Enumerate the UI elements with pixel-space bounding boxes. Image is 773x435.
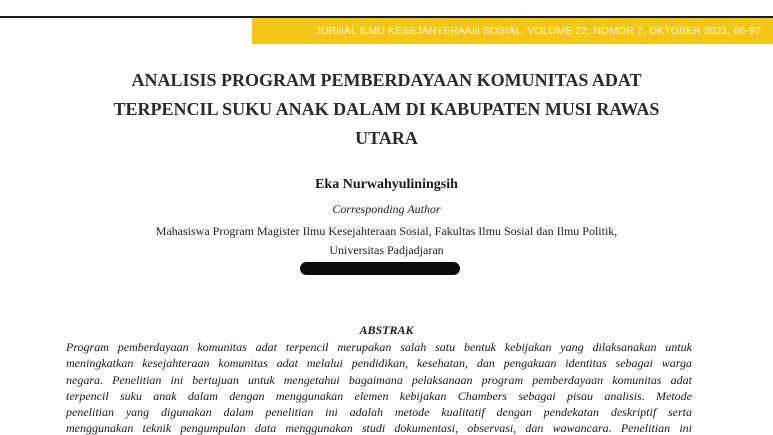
abstract-line: menggunakan teknik pengumpulan data menggunakan studi dokumentasi, observasi, dan wawancara. Penelitian ini bbox=[66, 421, 692, 435]
abstract-line: negara. Penelitian ini bertujuan untuk mengetahui bagaimana pelaksanaan program pemberdayaan komunitas adat bbox=[66, 372, 692, 387]
title-line: UTARA bbox=[355, 128, 418, 148]
author-affiliation bbox=[0, 222, 773, 260]
article-title bbox=[60, 66, 713, 153]
abstract-line: meningkatkan kesejahteraan komunitas adat melalui pendidikan, kesehatan, dan pengakuan identitas sebagai warga bbox=[66, 356, 692, 371]
redacted-email bbox=[300, 262, 460, 275]
abstract-body bbox=[66, 339, 692, 435]
affiliation-line: Universitas Padjadjaran bbox=[329, 243, 444, 257]
author-role: Corresponding Author bbox=[332, 202, 441, 216]
author-name: Eka Nurwahyuliningsih bbox=[315, 177, 458, 192]
journal-header-text: JURNAL ILMU KESEJAHTERAAN SOSIAL, VOLUME 22, NOMOR 2, OKTOBER 2021, 86-97 bbox=[315, 25, 761, 37]
abstract-line: terpencil suku anak dalam dengan menggunakan elemen kebijakan Chambers sebagai pisau analisis. Metode bbox=[66, 388, 692, 403]
abstract-heading: ABSTRAK bbox=[359, 323, 414, 337]
title-line: TERPENCIL SUKU ANAK DALAM DI KABUPATEN MUSI RAWAS bbox=[113, 99, 660, 119]
journal-header-band bbox=[252, 18, 773, 44]
abstract-line: Program pemberdayaan komunitas adat terpencil merupakan salah satu bentuk kebijakan yang dilaksanakan untuk bbox=[66, 340, 692, 354]
title-line: ANALISIS PROGRAM PEMBERDAYAAN KOMUNITAS ADAT bbox=[131, 70, 642, 90]
abstract-line: penelitian yang digunakan dalam penelitian ini adalah metode kualitatif dengan pendekatan deskriptif serta bbox=[66, 405, 692, 420]
affiliation-line: Mahasiswa Program Magister Ilmu Kesejahteraan Sosial, Fakultas Ilmu Sosial dan Ilmu Politik, bbox=[155, 224, 618, 238]
